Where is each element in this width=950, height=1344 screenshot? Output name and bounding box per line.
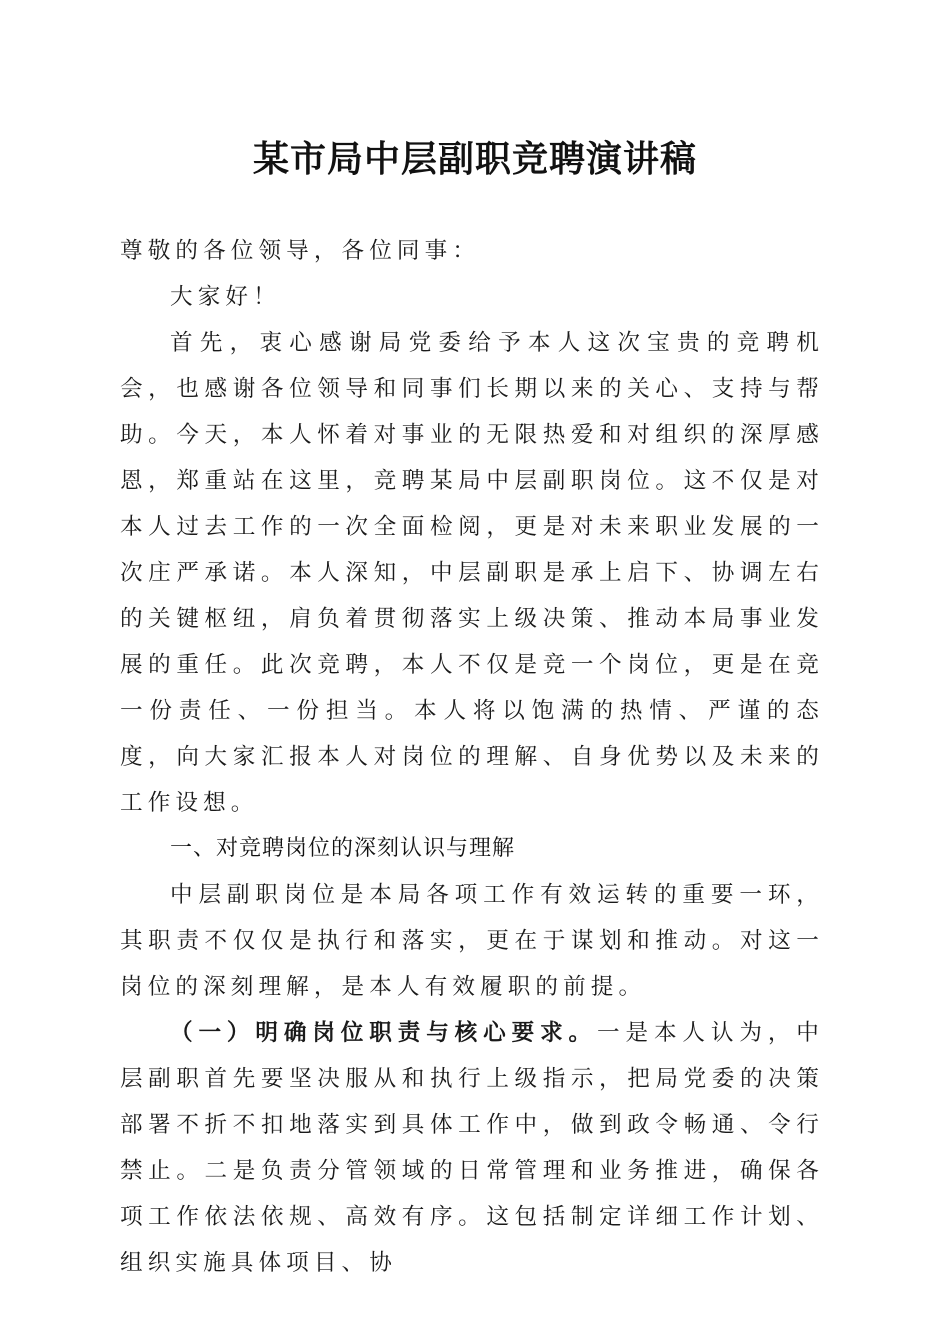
section-heading-1: 一、对竞聘岗位的深刻认识与理解 [170, 836, 516, 861]
subsection-heading-1: （一）明确岗位职责与核心要求。 [170, 1020, 598, 1046]
document-title: 某市局中层副职竞聘演讲稿 [252, 138, 697, 180]
subsection-1-paragraph [120, 1010, 824, 1286]
intro-paragraph: 首先，衷心感谢局党委给予本人这次宝贵的竞聘机会，也感谢各位领导和同事们长期以来的关心、支持与帮助。今天，本人怀着对事业的无限热爱和对组织的深厚感恩，郑重站在这里，竞聘某局中层副职岗位。这不仅是对本人过去工作的一次全面检阅，更是对未来职业发展的一次庄严承诺。本人深知，中层副职是承上启下、协调左右的关键枢纽，肩负着贯彻落实上级决策、推动本局事业发展的重任。此次竞聘，本人不仅是竞一个岗位，更是在竞一份责任、一份担当。本人将以饱满的热情、严谨的态度，向大家汇报本人对岗位的理解、自身优势以及未来的工作设想。 [120, 330, 824, 816]
greeting: 大家好！ [170, 284, 281, 310]
section-1-paragraph: 中层副职岗位是本局各项工作有效运转的重要一环，其职责不仅仅是执行和落实，更在于谋划和推动。对这一岗位的深刻理解，是本人有效履职的前提。 [120, 882, 824, 1000]
document-body [120, 228, 824, 1286]
salutation: 尊敬的各位领导，各位同事： [120, 238, 481, 264]
subsection-1-text: 一是本人认为，中层副职首先要坚决服从和执行上级指示，把局党委的决策部署不折不扣地落实到具体工作中，做到政令畅通、令行禁止。二是负责分管领域的日常管理和业务推进，确保各项工作依法依规、高效有序。这包括制定详细工作计划、组织实施具体项目、协 [120, 1020, 825, 1276]
